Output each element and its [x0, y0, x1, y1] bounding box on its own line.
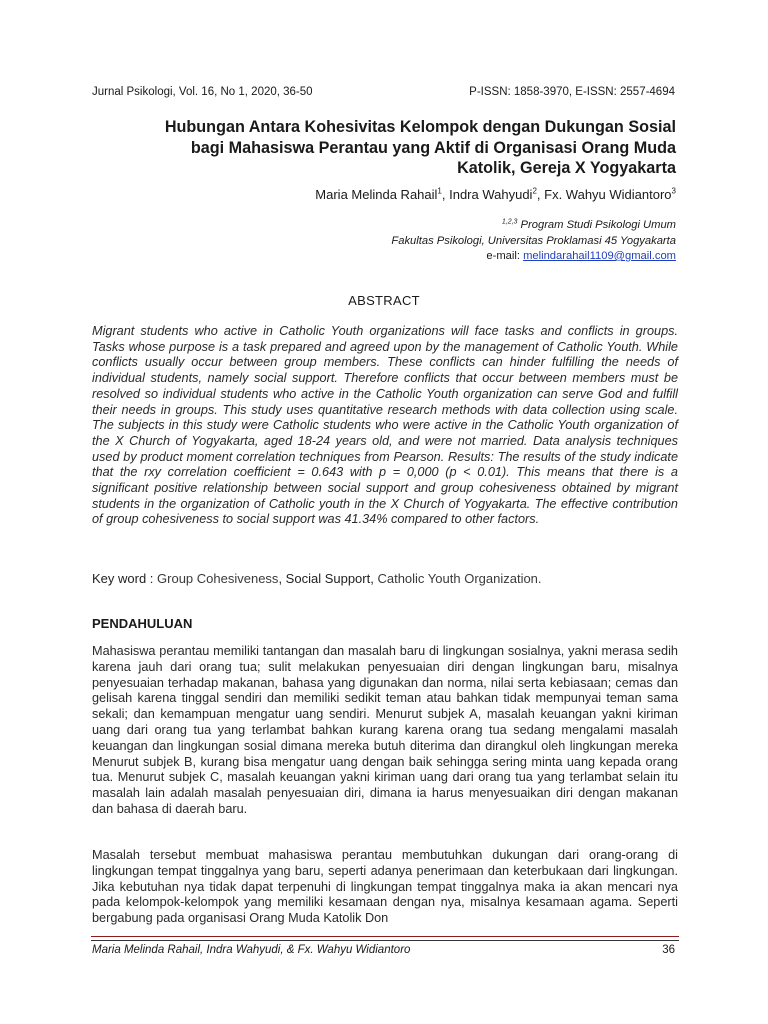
issn-info: P-ISSN: 1858-3970, E-ISSN: 2557-4694	[469, 86, 675, 98]
keywords: Key word : Group Cohesiveness, Social Support, Catholic Youth Organization.	[92, 571, 542, 586]
author-list: Maria Melinda Rahail$^1$, Indra Wahyudi$^2$, Fx. Wahyu Widiantoro$^3$	[315, 186, 676, 202]
paper-title	[92, 117, 676, 179]
affiliation-program: $^{1,2,3}$ Program Studi Psikologi Umum	[501, 218, 676, 231]
keywords-label: Key word :	[92, 571, 158, 586]
email-label: e-mail:	[486, 250, 524, 262]
abstract-heading: ABSTRACT	[348, 293, 420, 308]
affiliation-sup: 1,2,3	[501, 218, 518, 226]
author-2-sup: 2	[532, 186, 537, 196]
author-2: Indra Wahyudi	[449, 187, 533, 202]
author-1: Maria Melinda Rahail	[315, 187, 438, 202]
body-paragraph-1: Mahasiswa perantau memiliki tantangan dan masalah baru di lingkungan sosialnya, yakni merasa sedih karena jauh dari orang tua; sulit melakukan penyesuaian diri dengan lingkungan baru, misalnya penyesuaian terhadap makanan, bahasa yang digunakan dan norma, nilai serta kebiasaan; cemas dan gelisah karena tinggal sendiri dan memiliki sedikit teman atau bahkan tidak mempunyai teman sama sekali; dan kemampuan mengatur uang sendiri. Menurut subjek A, masalah keuangan yakni kiriman uang dari orang tua yang terlambat bahkan kurang karena orang tua sedang mengalami masalah keuangan dan lingkungan sosial dimana mereka butuh diterima dan dirangkul oleh lingkungan mereka Menurut subjek B, kurang bisa mengatur uang dengan baik sehingga sering minta uang kepada orang tua. Menurut subjek C, masalah keuangan yakni kiriman uang dari orang tua yang terlambat selain itu masalah lain adalah masalah penyesuaian diri, dimana ia harus menyesuaikan diri dengan makanan dan bahasa di daerah baru.	[92, 644, 678, 816]
footer-authors: Maria Melinda Rahail, Indra Wahyudi, & Fx. Wahyu Widiantoro	[92, 944, 411, 956]
section-heading: PENDAHULUAN	[92, 616, 193, 631]
page-number: 36	[662, 944, 675, 956]
affiliation	[391, 218, 676, 265]
email-link[interactable]: melindarahail1109@gmail.com	[523, 250, 676, 262]
author-3-sup: 3	[671, 186, 676, 196]
keyword-1: Group Cohesiveness	[157, 571, 279, 586]
affiliation-faculty: Fakultas Psikologi, Universitas Proklamasi 45 Yogyakarta	[391, 234, 676, 247]
abstract-text: Migrant students who active in Catholic Youth organizations will face tasks and conflicts in groups. Tasks whose purpose is a task prepared and agreed upon by the management of Catholic Youth. While conflicts usually occur between group members. These conflicts can hinder fulfilling the needs of individual students, namely social support. Therefore conflicts that occur between members must be resolved so individual students who active in the Catholic Youth organization can serve God and fulfill their needs in groups. This study uses quantitative research methods with data collection using scale. The subjects in this study were Catholic students who were active in the Catholic Youth organization of the X Church of Yogyakarta, aged 18-24 years old, and were not married. Data analysis techniques used by product moment correlation techniques from Pearson. Results: The results of the study indicate that the rxy correlation coefficient = 0.643 with p = 0,000 (p < 0.01). This means that there is a significant positive relationship between social support and group cohesiveness obtained by migrant students in the organization of Catholic youth in the X Church of Yogyakarta. The effective contribution of group cohesiveness to social support was 41.34% compared to other factors.	[92, 324, 678, 527]
title-line-1: Hubungan Antara Kohesivitas Kelompok dengan Dukungan Sosial	[164, 118, 676, 136]
body-paragraph-2: Masalah tersebut membuat mahasiswa perantau membutuhkan dukungan dari orang-orang di lingkungan tempat tinggalnya yang baru, seperti adanya penerimaan dan keterbukaan dari lingkungan. Jika kebutuhan nya tidak dapat terpenuhi di lingkungan tempat tinggalnya maka ia akan mencari nya pada kelompok-kelompok yang memiliki kesamaan dengan nya, misalnya kesamaan agama. Seperti bergabung pada organisasi Orang Muda Katolik Don	[92, 848, 678, 926]
footer-rule	[91, 940, 679, 941]
keyword-3: Catholic Youth Organization.	[377, 571, 542, 586]
author-1-sup: 1	[437, 186, 442, 196]
author-3: Fx. Wahyu Widiantoro	[544, 187, 672, 202]
footer-rule-accent	[91, 936, 679, 937]
email-line	[391, 249, 676, 265]
keyword-2: Social Support	[285, 571, 371, 586]
title-line-3: Katolik, Gereja X Yogyakarta	[457, 159, 676, 177]
journal-citation: Jurnal Psikologi, Vol. 16, No 1, 2020, 36-50	[92, 86, 313, 98]
title-line-2: bagi Mahasiswa Perantau yang Aktif di Organisasi Orang Muda	[190, 138, 676, 157]
